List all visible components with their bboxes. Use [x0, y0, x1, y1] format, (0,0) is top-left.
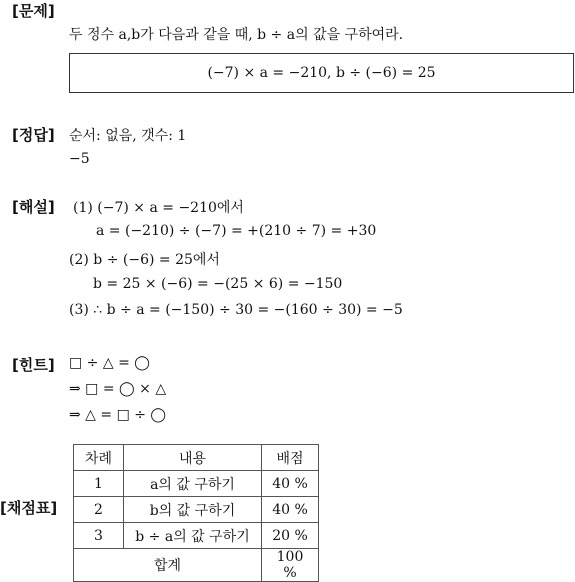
answer-label: [정답]: [12, 126, 55, 144]
problem-equation: (−7) × a = −210, b ÷ (−6) = 25: [207, 65, 436, 81]
total-label: 합계: [74, 549, 262, 582]
header-order: 차례: [74, 445, 124, 471]
total-value: 100 %: [262, 549, 319, 582]
table-row: [74, 471, 319, 497]
solution-line-1: (1) (−7) × a = −210에서: [73, 200, 244, 216]
hint-line-3: ⇒ △ = □ ÷ ◯: [69, 407, 167, 423]
header-content: 내용: [124, 445, 262, 471]
solution-line-2: a = (−210) ÷ (−7) = +(210 ÷ 7) = +30: [96, 223, 377, 239]
row-order: 2: [74, 497, 124, 523]
row-points: 40 %: [262, 497, 319, 523]
hint-label: [힌트]: [12, 356, 55, 374]
row-points: 40 %: [262, 471, 319, 497]
scoring-table: [73, 444, 319, 582]
solution-line-5: (3) ∴ b ÷ a = (−150) ÷ 30 = −(160 ÷ 30) = −5: [69, 302, 403, 318]
row-points: 20 %: [262, 523, 319, 549]
hint-line-1: □ ÷ △ = ◯: [69, 355, 150, 371]
header-points: 배점: [262, 445, 319, 471]
scoring-label: [채점표]: [0, 499, 58, 517]
problem-text: 두 정수 a,b가 다음과 같을 때, b ÷ a의 값을 구하여라.: [69, 27, 404, 43]
solution-label: [해설]: [12, 198, 55, 216]
row-order: 3: [74, 523, 124, 549]
row-content: a의 값 구하기: [124, 471, 262, 497]
answer-line-1: 순서: 없음, 갯수: 1: [69, 128, 187, 144]
answer-line-2: −5: [69, 151, 90, 167]
hint-line-2: ⇒ □ = ◯ × △: [69, 381, 167, 397]
table-row: [74, 523, 319, 549]
row-order: 1: [74, 471, 124, 497]
problem-equation-box: [69, 53, 574, 93]
problem-label: [문제]: [12, 2, 55, 20]
row-content: b의 값 구하기: [124, 497, 262, 523]
table-row: [74, 497, 319, 523]
solution-line-3: (2) b ÷ (−6) = 25에서: [69, 252, 220, 268]
row-content: b ÷ a의 값 구하기: [124, 523, 262, 549]
solution-line-4: b = 25 × (−6) = −(25 × 6) = −150: [93, 276, 343, 292]
scoring-header-row: [74, 445, 319, 471]
